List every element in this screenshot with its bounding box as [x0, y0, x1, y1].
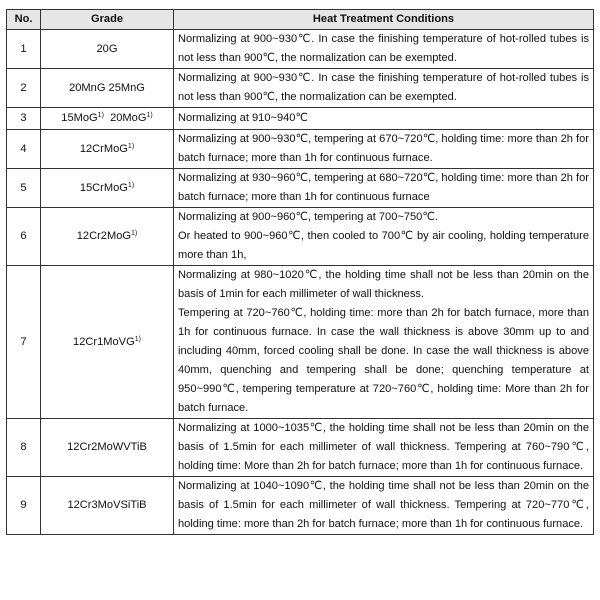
- row-number: 7: [7, 266, 41, 419]
- steel-grade: [41, 69, 174, 108]
- table-row: [7, 130, 594, 169]
- heat-treatment-table-container: [6, 9, 593, 535]
- steel-grade: [41, 169, 174, 208]
- row-number: 6: [7, 208, 41, 266]
- row-number: 9: [7, 477, 41, 535]
- grade-footnote-mark: 1): [134, 335, 141, 343]
- row-number: 2: [7, 69, 41, 108]
- condition-paragraph: Normalizing at 900~930℃. In case the finishing temperature of hot-rolled tubes is not less than 900℃, the normalization can be exempted.: [178, 33, 589, 64]
- grade-name: 15CrMoG: [79, 181, 128, 194]
- table-row: [7, 208, 594, 266]
- steel-grade: [41, 108, 174, 130]
- condition-paragraph: Normalizing at 900~960℃, tempering at 700~750℃.: [178, 211, 438, 223]
- grade-name: 12CrMoG: [79, 142, 128, 155]
- table-row: [7, 419, 594, 477]
- grade-footnote-mark: 1): [127, 181, 135, 189]
- steel-grade: [41, 419, 174, 477]
- heat-treatment-conditions: [174, 69, 594, 108]
- grade-name: 20G: [96, 42, 118, 55]
- heat-treatment-conditions: [174, 30, 594, 69]
- steel-grade: [41, 477, 174, 535]
- table-row: [7, 266, 594, 419]
- grade-name: 15MoG: [61, 112, 98, 124]
- heat-treatment-conditions: [174, 130, 594, 169]
- heat-treatment-conditions: [174, 169, 594, 208]
- heat-treatment-conditions: [174, 477, 594, 535]
- grade-footnote-mark: 1): [97, 112, 104, 119]
- condition-paragraph: Normalizing at 900~930℃. In case the finishing temperature of hot-rolled tubes is not less than 900℃, the normalization can be exempted.: [178, 72, 589, 103]
- steel-grade: [41, 30, 174, 69]
- heat-treatment-conditions: [174, 419, 594, 477]
- condition-paragraph: Normalizing at 900~930℃, tempering at 670~720℃, holding time: more than 2h for batch furnace; more than 1h for continuous furnace.: [178, 133, 589, 164]
- row-number: 3: [7, 108, 41, 130]
- steel-grade: [41, 130, 174, 169]
- table-row: [7, 30, 594, 69]
- grade-name: 12Cr1MoVG: [73, 335, 135, 348]
- table-header-row: [7, 10, 594, 30]
- steel-grade: [41, 266, 174, 419]
- condition-paragraph: Tempering at 720~760℃, holding time: more than 2h for batch furnace, more than 1h for continuous furnace. In case the wall thickness is above 30mm up to and including 40mm, forced cooling shall be done. In case the wall thickness is above 40mm, quenching and tempering shall be done; quenching temperature at 950~990℃, tempering temperature at 720~760℃, holding time: More than 2h for batch furnace.: [178, 307, 589, 414]
- row-number: 8: [7, 419, 41, 477]
- condition-paragraph: Normalizing at 910~940℃: [178, 112, 308, 124]
- condition-paragraph: Normalizing at 930~960℃, tempering at 680~720℃, holding time: more than 2h for batch furnace; more than 1h for continuous furnace: [178, 172, 589, 203]
- header-no: No.: [7, 10, 41, 30]
- table-row: [7, 169, 594, 208]
- table-body: [7, 30, 594, 535]
- table-row: [7, 477, 594, 535]
- grade-name-secondary: 20MoG: [110, 112, 147, 124]
- row-number: 4: [7, 130, 41, 169]
- grade-name: 12Cr2MoWVTiB: [67, 441, 147, 453]
- grade-name: 20MnG 25MnG: [69, 81, 145, 94]
- grade-footnote-mark: 1): [146, 112, 153, 119]
- grade-footnote-mark: 1): [127, 142, 135, 150]
- condition-paragraph: Normalizing at 1000~1035℃, the holding time shall not be less than 20min on the basis of 1.5min for each millimeter of wall thickness. Tempering at 760~790℃, holding time: More than 2h for batch furnace; more than 1h for continuous furnace.: [178, 422, 589, 472]
- header-grade: Grade: [41, 10, 174, 30]
- row-number: 5: [7, 169, 41, 208]
- grade-name: 12Cr2MoG: [76, 230, 132, 242]
- condition-paragraph: Or heated to 900~960℃, then cooled to 700℃ by air cooling, holding temperature more than 1h,: [178, 230, 589, 261]
- heat-treatment-conditions: [174, 266, 594, 419]
- row-number: 1: [7, 30, 41, 69]
- heat-treatment-conditions: [174, 208, 594, 266]
- grade-name: 12Cr3MoVSiTiB: [67, 499, 147, 511]
- header-conditions: Heat Treatment Conditions: [174, 10, 594, 30]
- heat-treatment-conditions: [174, 108, 594, 130]
- table-row: [7, 108, 594, 130]
- table-row: [7, 69, 594, 108]
- condition-paragraph: Normalizing at 1040~1090℃, the holding time shall not be less than 20min on the basis of 1.5min for each millimeter of wall thickness. Tempering at 720~770℃, holding time: more than 2h for batch furnace; more than 1h for continuous furnace.: [178, 480, 589, 530]
- grade-footnote-mark: 1): [131, 230, 138, 237]
- heat-treatment-table: [6, 9, 594, 535]
- condition-paragraph: Normalizing at 980~1020℃, the holding time shall not be less than 20min on the basis of 1min for each millimeter of wall thickness.: [178, 269, 589, 300]
- steel-grade: [41, 208, 174, 266]
